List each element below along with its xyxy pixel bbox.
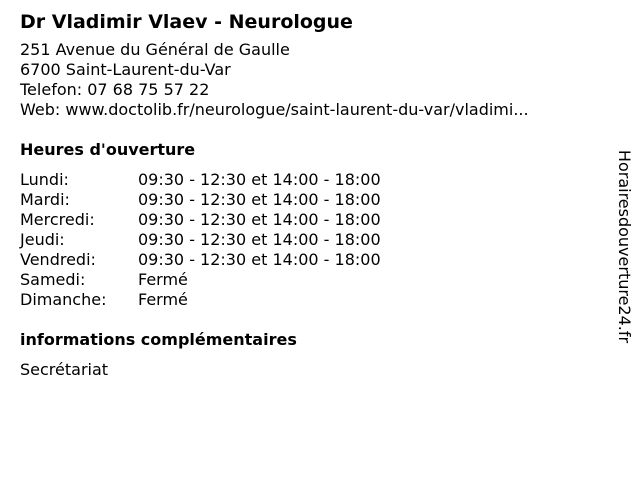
phone-number: Telefon: 07 68 75 57 22 bbox=[20, 80, 210, 99]
day-label: Mercredi: bbox=[20, 210, 95, 229]
hours-value: 09:30 - 12:30 et 14:00 - 18:00 bbox=[138, 170, 381, 189]
hours-row-friday bbox=[20, 250, 381, 270]
day-label: Dimanche: bbox=[20, 290, 107, 309]
hours-row-wednesday bbox=[20, 210, 381, 230]
additional-info-heading: informations complémentaires bbox=[20, 330, 297, 349]
hours-value: 09:30 - 12:30 et 14:00 - 18:00 bbox=[138, 210, 381, 229]
hours-value: 09:30 - 12:30 et 14:00 - 18:00 bbox=[138, 250, 381, 269]
business-listing-card bbox=[20, 8, 600, 380]
hours-row-monday bbox=[20, 170, 381, 190]
hours-row-tuesday bbox=[20, 190, 381, 210]
opening-hours-table bbox=[20, 170, 381, 310]
day-label: Mardi: bbox=[20, 190, 70, 209]
day-label: Samedi: bbox=[20, 270, 86, 289]
website-link[interactable]: Web: www.doctolib.fr/neurologue/saint-laurent-du-var/vladimi... bbox=[20, 100, 529, 119]
hours-value: Fermé bbox=[138, 290, 188, 309]
brand-watermark bbox=[610, 136, 640, 356]
hours-value: Fermé bbox=[138, 270, 188, 289]
address-line-1: 251 Avenue du Général de Gaulle bbox=[20, 40, 290, 59]
additional-info-text: Secrétariat bbox=[20, 360, 109, 379]
day-label: Lundi: bbox=[20, 170, 69, 189]
address-line-2: 6700 Saint-Laurent-du-Var bbox=[20, 60, 231, 79]
hours-row-thursday bbox=[20, 230, 381, 250]
day-label: Jeudi: bbox=[20, 230, 65, 249]
hours-row-saturday bbox=[20, 270, 381, 290]
hours-value: 09:30 - 12:30 et 14:00 - 18:00 bbox=[138, 230, 381, 249]
hours-row-sunday bbox=[20, 290, 381, 310]
opening-hours-heading: Heures d'ouverture bbox=[20, 140, 196, 159]
listing-title: Dr Vladimir Vlaev - Neurologue bbox=[20, 11, 353, 33]
hours-value: 09:30 - 12:30 et 14:00 - 18:00 bbox=[138, 190, 381, 209]
brand-label: Horairesdouverture24.fr bbox=[615, 149, 635, 343]
day-label: Vendredi: bbox=[20, 250, 96, 269]
